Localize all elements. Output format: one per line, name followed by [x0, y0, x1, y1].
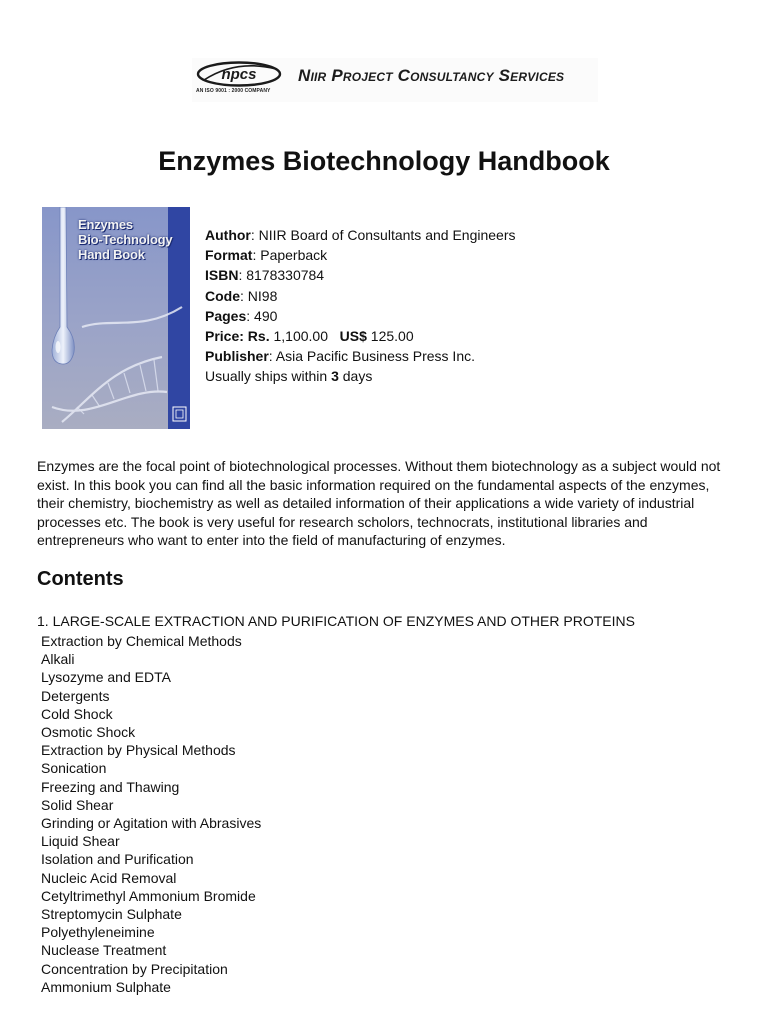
shipping-suffix: days	[338, 368, 373, 385]
price-usd-label: US$	[339, 328, 367, 345]
contents-item: Streptomycin Sulphate	[41, 906, 182, 923]
contents-item: Lysozyme and EDTA	[41, 669, 171, 686]
contents-item: Cetyltrimethyl Ammonium Bromide	[41, 887, 256, 904]
shipping-row	[205, 366, 515, 386]
code-label: Code	[205, 287, 240, 304]
price-rs-value: 1,100.00	[273, 328, 328, 345]
contents-item: Isolation and Purification	[41, 851, 194, 868]
isbn-value: : 8178330784	[238, 267, 325, 284]
code-value: : NI98	[240, 287, 278, 304]
contents-item: Ammonium Sulphate	[41, 978, 171, 995]
contents-item: Liquid Shear	[41, 833, 120, 850]
format-label: Format	[205, 247, 253, 264]
contents-item: Extraction by Physical Methods	[41, 742, 236, 759]
iso-certification-text: AN ISO 9001 : 2000 COMPANY	[196, 88, 271, 94]
contents-list	[41, 632, 261, 996]
book-details	[205, 225, 515, 387]
publisher-value: : Asia Pacific Business Press Inc.	[268, 348, 475, 365]
contents-item: Nucleic Acid Removal	[41, 869, 177, 886]
isbn-row	[205, 265, 515, 285]
contents-item: Cold Shock	[41, 705, 113, 722]
contents-item: Detergents	[41, 687, 110, 704]
shipping-days: 3	[331, 368, 339, 385]
code-row	[205, 286, 515, 306]
format-value: : Paperback	[252, 247, 328, 264]
pages-value: : 490	[246, 307, 278, 324]
author-row	[205, 225, 515, 245]
publisher-row	[205, 346, 515, 366]
format-row	[205, 245, 515, 265]
contents-heading: Contents	[37, 568, 124, 590]
author-label: Author	[205, 227, 251, 243]
isbn-label: ISBN	[205, 267, 239, 284]
contents-item: Solid Shear	[41, 796, 114, 813]
company-name: Niir Project Consultancy Services	[298, 66, 565, 85]
contents-item: Nuclease Treatment	[41, 942, 167, 959]
npcs-logo-mark	[192, 58, 288, 102]
book-description: Enzymes are the focal point of biotechnological processes. Without them biotechnology as a subject would not exist. In this book you can find all the basic information required on the fundamental aspects of the enzymes, their chemistry, biochemistry as well as detailed information of their applications a wide variety of industrial processes etc. The book is very useful for research scholors, technocrats, institutional libraries and entrepreneurs who want to enter into the field of manufacturing of enzymes.	[37, 458, 721, 549]
book-cover-image	[42, 207, 190, 429]
contents-item: Concentration by Precipitation	[41, 960, 228, 977]
npcs-oval-icon	[196, 61, 282, 87]
contents-item: Alkali	[41, 651, 75, 668]
contents-item: Polyethyleneimine	[41, 924, 155, 941]
shipping-prefix: Usually ships within	[205, 368, 332, 385]
contents-item: Extraction by Chemical Methods	[41, 633, 242, 649]
price-usd-value: 125.00	[370, 328, 414, 345]
pages-row	[205, 306, 515, 326]
book-cover-title: Enzymes Bio-Technology Hand Book	[78, 217, 173, 262]
pages-label: Pages	[205, 307, 247, 324]
contents-item: Freezing and Thawing	[41, 778, 180, 795]
price-row	[205, 326, 515, 346]
chapter-heading: 1. LARGE-SCALE EXTRACTION AND PURIFICATION OF ENZYMES AND OTHER PROTEINS	[37, 613, 635, 629]
contents-item: Grinding or Agitation with Abrasives	[41, 815, 262, 832]
contents-item: Sonication	[41, 760, 107, 777]
npcs-logo-text: npcs	[221, 66, 257, 83]
publisher-label: Publisher	[205, 348, 269, 365]
price-label: Price: Rs.	[205, 328, 270, 345]
page-title: Enzymes Biotechnology Handbook	[158, 146, 610, 176]
contents-item: Osmotic Shock	[41, 724, 136, 741]
author-value: : NIIR Board of Consultants and Engineers	[250, 227, 516, 243]
company-logo	[192, 58, 598, 102]
